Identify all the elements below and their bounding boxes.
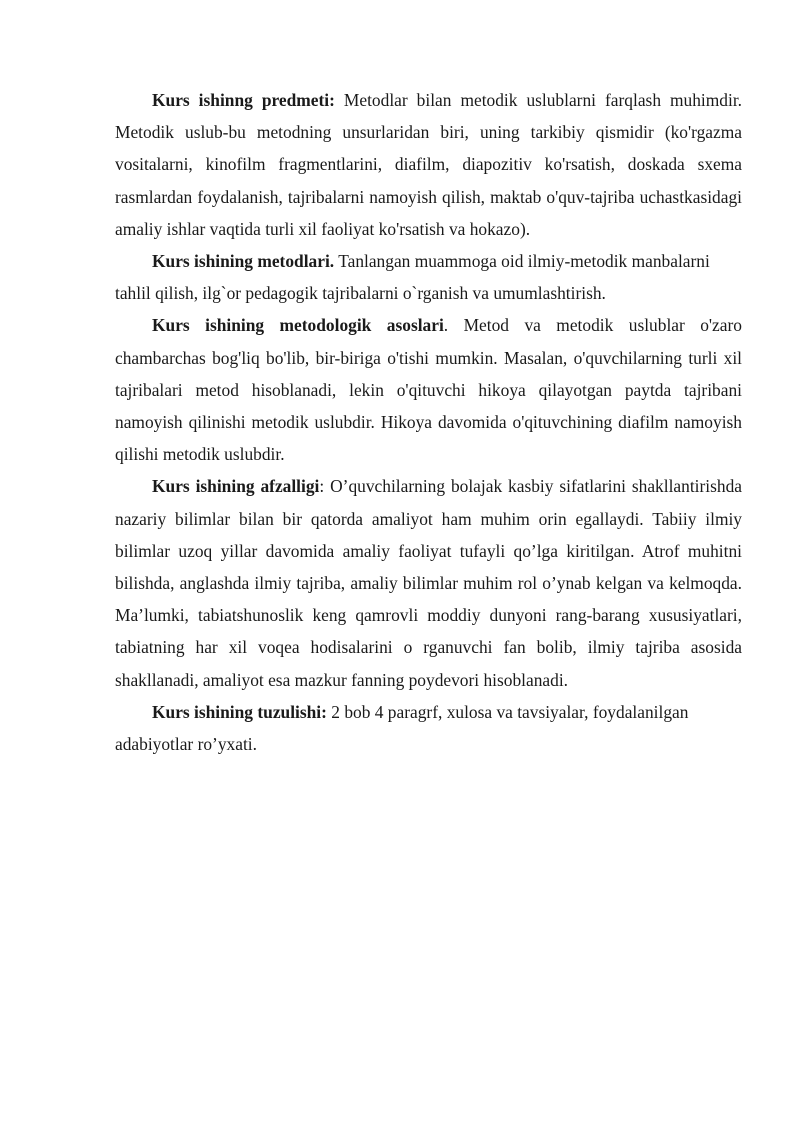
- heading-afzalligi: Kurs ishining afzalligi: [152, 476, 320, 497]
- heading-tuzulishi: Kurs ishining tuzulishi:: [152, 701, 327, 722]
- heading-predmet: Kurs ishinng predmeti:: [152, 90, 335, 110]
- text-tuzulishi: 2 bob 4 paragrf, xulosa va tavsiyalar, foydalanilgan adabiyotlar ro’yxati.: [115, 701, 689, 755]
- paragraph-metodlar: [115, 245, 742, 277]
- text-predmet: Metodlar bilan metodik uslublarni farqlash muhimdir. Metodik uslub-bu metodning unsurlaridan biri, uning tarkibiy qismidir (ko'rgazma vositalarni, kinofilm fragmentlarini, diafilm, diapozitiv ko'rsatish, doskada sxema rasmlardan foydalanish, tajribalarni namoyish qilish, maktab o'quv-tajriba uchastkasidagi amaliy ishlar vaqtida turli xil faoliyat ko'rsatish va hokazo).: [115, 90, 742, 239]
- text-afzalligi: : O’quvchilarning bolajak kasbiy sifatlarini shakllantirishda nazariy bilimlar bilan bir qatorda amaliyot ham muhim orin egallaydi. Tabiiy ilmiy bilimlar uzoq yillar davomida amaliy faoliyat tufayli qo’lga kiritilgan. Atrof muhitni bilishda, anglashda ilmiy tajriba, amaliy bilimlar muhim rol o’ynab kelgan va kelmoqda. Ma’lumki, tabiatshunoslik keng qamrovli moddiy dunyoni rang-barang xususiyatlari, tabiatning har xil voqea hodisalarini o rganuvchi fan bolib, ilmiy tajriba asosida shakllanadi, amaliyot esa mazkur fanning poydevori hisoblanadi.: [115, 476, 742, 690]
- paragraph-metodlar-continuation: tahlil qilish, ilg`or pedagogik tajribalarni o`rganish va umumlashtirish.: [115, 283, 606, 304]
- text-metodlar: Tanlangan muammoga oid ilmiy-metodik manbalarni: [334, 251, 710, 272]
- text-metodologik: . Metod va metodik uslublar o'zaro chambarchas bog'liq bo'lib, bir-biriga o'tishi mumkin. Masalan, o'quvchilarning turli xil tajribalari metod hisoblanadi, lekin o'qituvchi hikoya qilayotgan paytda tajribani namoyish qilinishi metodik uslubdir. Hikoya davomida o'qituvchining diafilm namoyish qilishi metodik uslubdir.: [115, 315, 742, 465]
- paragraph-metodologik: [115, 309, 742, 470]
- document-body: [115, 84, 742, 760]
- paragraph-predmet: [115, 84, 742, 245]
- heading-metodlar: Kurs ishining metodlari.: [152, 251, 335, 272]
- paragraph-afzalligi: [115, 470, 742, 695]
- paragraph-tuzulishi: [115, 696, 742, 760]
- heading-metodologik: Kurs ishining metodologik asoslari: [152, 315, 444, 336]
